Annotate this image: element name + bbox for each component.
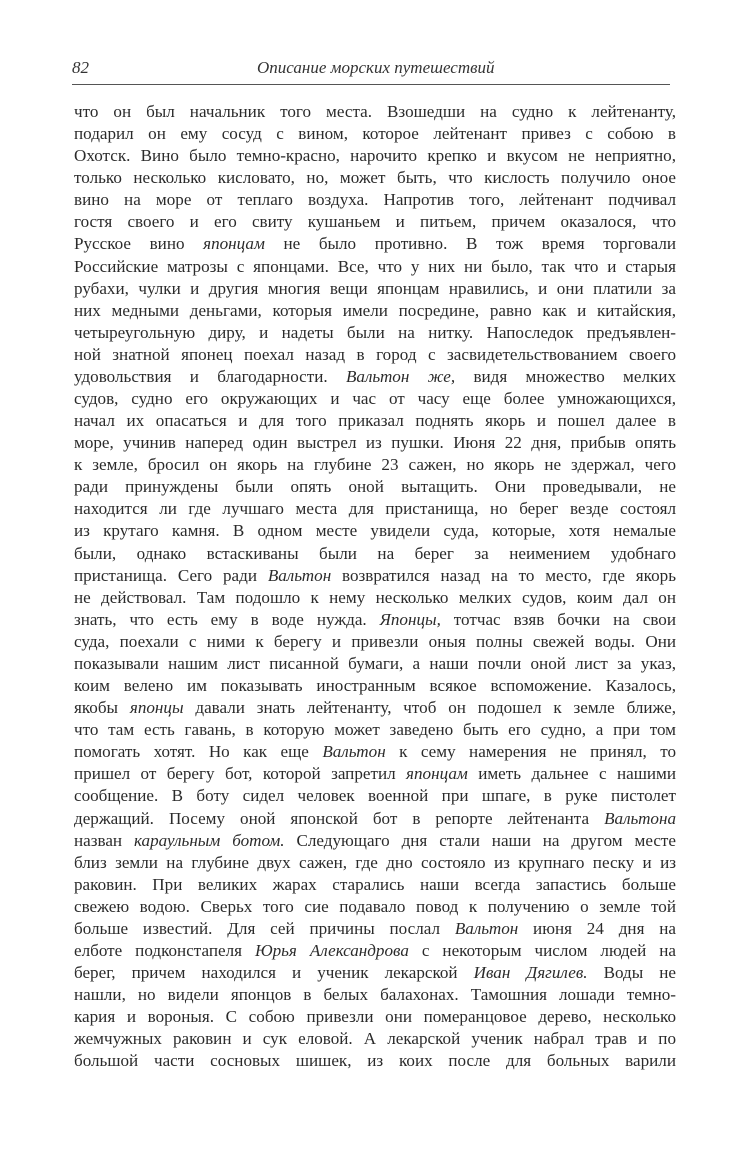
text-segment: к сему намерения не принял, то (385, 742, 676, 762)
text-segment: близ земли на глубине двух сажен, где дно состояло из крупнаго песку и из (74, 852, 676, 872)
text-segment: помогать хотят. Но как еще (74, 742, 323, 762)
text-line (74, 366, 676, 388)
text-segment: к земле, бросил он якорь на глубине 23 сажен, но якорь не здержал, чего (74, 455, 676, 475)
text-segment: больше известий. Для сей причины послал (74, 918, 455, 938)
text-line (74, 830, 676, 852)
text-segment: суда, поехали с ними к берегу и привезли оныя полны свежей воды. Они (74, 631, 676, 651)
text-line (74, 874, 676, 896)
text-line (74, 543, 676, 565)
text-line (74, 962, 676, 984)
text-line (74, 1006, 676, 1028)
italic-text: Юрья Александрова (254, 940, 409, 960)
text-segment: море, учинив наперед один выстрел из пушки. Июня 22 дня, прибыв опять (74, 433, 676, 453)
text-segment: что он был начальник того места. Взошедши на судно к лейтенанту, (74, 102, 676, 121)
text-segment: четыреугольную диру, и надеты были на нитку. Напоследок предъявлен- (74, 322, 676, 342)
text-segment: только несколько кисловато, но, может быть, что кислость получило оное (74, 168, 676, 188)
text-segment: были, однако встаскиваны были на берег за неимением удобнаго (74, 543, 676, 563)
text-segment: рубахи, чулки и другия многия вещи японцам нравились, и они платили за (74, 278, 676, 298)
body-text (74, 101, 676, 1072)
text-segment: знать, что есть ему в воде нужда. (74, 609, 380, 629)
text-segment: якобы (74, 698, 130, 718)
text-line (74, 410, 676, 432)
italic-text: японцам (406, 764, 468, 784)
text-segment: коим велено им показывать иностранным всякое вспоможение. Казалось, (74, 676, 676, 696)
text-line (74, 1050, 676, 1072)
text-segment: тотчас взяв бочки на свои (440, 609, 676, 629)
text-segment: сообщение. В боту сидел человек военной при шпаге, в руке пистолет (74, 786, 676, 806)
header-rule (72, 84, 670, 85)
text-line (74, 1028, 676, 1050)
text-segment: Российские матрозы с японцами. Все, что у них ни было, так что и старыя (74, 256, 676, 276)
text-segment: видя множество мелких (455, 366, 676, 386)
text-line (74, 101, 676, 123)
text-segment: Охотск. Вино было темно-красно, нарочито крепко и вкусом не неприятно, (74, 146, 676, 166)
text-line (74, 300, 676, 322)
text-segment: жемчужных раковин и сук еловой. А лекарской ученик набрал трав и по (74, 1029, 676, 1049)
text-line (74, 587, 676, 609)
text-segment: берег, причем находился и ученик лекарской (74, 963, 474, 983)
text-segment: возвратился назад на то место, где якорь (331, 565, 676, 585)
text-segment: начал их опасаться и для того приказал поднять якорь и пошел далее в (74, 411, 676, 431)
text-line (74, 808, 676, 830)
text-line (74, 852, 676, 874)
running-title: Описание морских путешествий (257, 58, 495, 77)
text-segment: ради принуждены были опять оной вытащить. Они проведывали, не (74, 477, 676, 497)
text-segment: Следующаго дня стали наши на другом месте (284, 830, 676, 850)
text-line (74, 233, 676, 255)
text-line (74, 984, 676, 1006)
italic-text: Иван Дягилев. (473, 963, 588, 983)
text-segment: давали знать лейтенанту, чтоб он подошел к земле ближе, (183, 698, 676, 718)
text-line (74, 763, 676, 785)
text-segment: назван (74, 830, 134, 850)
page-number: 82 (72, 58, 89, 77)
italic-text: Вальтон (267, 565, 332, 585)
italic-text: караульным ботом. (133, 830, 285, 850)
text-segment: ной знатной японец поехал назад в город с засвидетельствованием своего (74, 344, 676, 364)
italic-text: Японцы, (379, 609, 441, 629)
text-segment: показывали нашим лист писанной бумаги, а наши почли оной лист за указ, (74, 653, 676, 673)
text-line (74, 278, 676, 300)
text-line (74, 631, 676, 653)
text-line (74, 432, 676, 454)
text-line (74, 653, 676, 675)
text-segment: находится ли где лучшаго места для пристанища, но берег везде состоял (74, 499, 676, 519)
text-segment: большой части сосновых шишек, из коих после для больных варили (74, 1051, 676, 1071)
text-line (74, 918, 676, 940)
text-segment: не действовал. Там подошло к нему несколько мелких судов, коим дал он (74, 587, 676, 607)
text-segment: вино на море от теплаго воздуха. Напротив того, лейтенант подчивал (74, 190, 676, 210)
text-segment: подарил он ему сосуд с вином, которое лейтенант привез с собою в (74, 124, 676, 144)
text-line (74, 675, 676, 697)
text-line (74, 322, 676, 344)
text-segment: удовольствия и благодарности. (74, 366, 346, 386)
text-segment: держащий. Посему оной японской бот в репорте лейтенанта (74, 808, 605, 828)
text-line (74, 344, 676, 366)
text-line (74, 189, 676, 211)
italic-text: Вальтон (322, 742, 386, 762)
text-segment: пристанища. Сего ради (74, 565, 268, 585)
text-segment: гостя своего и его свиту кушаньем и питьем, причем оказалося, что (74, 212, 676, 232)
text-line (74, 785, 676, 807)
text-line (74, 145, 676, 167)
text-segment: судов, судно его окружающих и час от часу еще более умножающихся, (74, 389, 676, 409)
text-segment: елботе подконстапеля (74, 940, 255, 960)
italic-text: Вальтон же, (345, 366, 456, 386)
text-segment: свежею водою. Сверьх того сие подавало повод к получению о земле той (74, 896, 676, 916)
text-segment: не было противно. В тож время торговали (264, 234, 676, 254)
text-segment: кария и вороныя. С собою привезли они померанцовое дерево, несколько (74, 1007, 676, 1027)
text-line (74, 741, 676, 763)
text-line (74, 167, 676, 189)
italic-text: японцы (129, 698, 184, 718)
text-segment: пришел от берегу бот, которой запретил (74, 764, 407, 784)
text-line (74, 565, 676, 587)
text-line (74, 123, 676, 145)
text-segment: иметь дальнее с нашими (467, 764, 676, 784)
text-segment: Русское вино (74, 234, 204, 254)
text-line (74, 454, 676, 476)
text-segment: июня 24 дня на (518, 918, 676, 938)
text-line (74, 388, 676, 410)
text-line (74, 940, 676, 962)
italic-text: японцам (203, 234, 265, 254)
text-segment: раковин. При великих жарах старались наши всегда запастись больше (74, 874, 676, 894)
text-segment: них медными деньгами, которыя имели посредине, равно как и китайския, (74, 300, 676, 320)
text-line (74, 476, 676, 498)
text-line (74, 520, 676, 542)
text-line (74, 609, 676, 631)
text-segment: с некоторым числом людей на (408, 940, 676, 960)
text-line (74, 211, 676, 233)
text-segment: что там есть гавань, в которую может заведено быть его судно, а при том (74, 720, 676, 740)
text-line (74, 896, 676, 918)
text-segment: нашли, но видели японцов в белых балахонах. Тамошния лошади темно- (74, 985, 676, 1005)
text-segment: из крутаго камня. В одном месте увидели суда, которые, хотя немалые (74, 521, 676, 541)
text-line (74, 256, 676, 278)
italic-text: Вальтон (454, 918, 519, 938)
text-segment: Воды не (587, 963, 676, 983)
text-line (74, 498, 676, 520)
page-header (72, 52, 670, 86)
text-line (74, 719, 676, 741)
italic-text: Вальтона (604, 808, 676, 828)
text-line (74, 697, 676, 719)
